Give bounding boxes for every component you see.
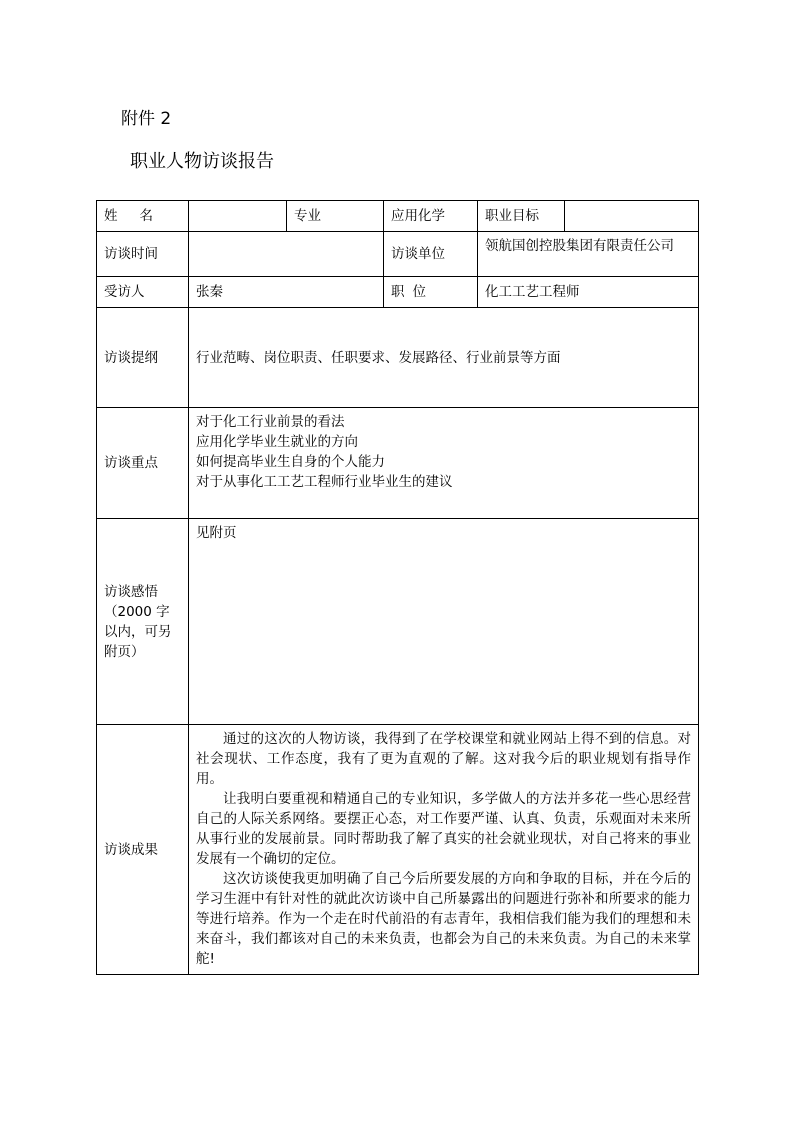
- interviewee-label: 受访人: [97, 277, 189, 308]
- row-result: [97, 725, 699, 975]
- unit-label: 访谈单位: [384, 232, 478, 277]
- reflection-label-cell: [97, 519, 189, 725]
- goal-value[interactable]: [565, 201, 699, 232]
- interviewee-value: 张秦: [189, 277, 384, 308]
- name-label: 姓 名: [97, 201, 189, 232]
- focus-list: [189, 408, 699, 519]
- focus-item: 应用化学毕业生就业的方向: [196, 434, 358, 450]
- result-content: [189, 725, 699, 975]
- focus-item: 对于化工行业前景的看法: [196, 414, 345, 430]
- focus-label: 访谈重点: [97, 408, 189, 519]
- row-focus: [97, 408, 699, 519]
- row-interviewee: [97, 277, 699, 308]
- focus-item: 对于从事化工工艺工程师行业毕业生的建议: [196, 474, 453, 490]
- row-name: [97, 201, 699, 232]
- page-title: 职业人物访谈报告: [130, 151, 274, 172]
- outline-label: 访谈提纲: [97, 308, 189, 408]
- major-label: 专业: [287, 201, 384, 232]
- result-paragraph: 让我明白要重视和精通自己的专业知识，多学做人的方法并多花一些心思经营自己的人际关系网络。要摆正心态，对工作要严谨、认真、负责，乐观面对未来所从事行业的发展前景。同时帮助我了解了真实的社会就业现状，对自己将来的事业发展有一个确切的定位。: [196, 791, 691, 867]
- reflection-label: 访谈感悟: [104, 583, 158, 600]
- unit-value: 领航国创控股集团有限责任公司: [478, 232, 699, 277]
- result-paragraph: 通过的这次的人物访谈，我得到了在学校课堂和就业网站上得不到的信息。对社会现状、工作态度，我有了更为直观的了解。这对我今后的职业规划有指导作用。: [196, 731, 691, 787]
- goal-label: 职业目标: [478, 201, 565, 232]
- row-outline: [97, 308, 699, 408]
- major-value: 应用化学: [384, 201, 478, 232]
- attachment-label: 附件 2: [121, 109, 172, 129]
- result-paragraph: 这次访谈使我更加明确了自己今后所要发展的方向和争取的目标，并在今后的学习生涯中有针对性的就此次访谈中自己所暴露出的问题进行弥补和所要求的能力等进行培养。作为一个走在时代前沿的有志青年，我相信我们能为我们的理想和未来奋斗，我们都该对自己的未来负责，也都会为自己的未来负责。为自己的未来掌舵!: [196, 871, 691, 967]
- time-value[interactable]: [189, 232, 384, 277]
- row-reflection: [97, 519, 699, 725]
- outline-value: 行业范畴、岗位职责、任职要求、发展路径、行业前景等方面: [189, 308, 699, 408]
- interview-report-table: [96, 200, 699, 975]
- result-label: 访谈成果: [97, 725, 189, 975]
- reflection-value: 见附页: [189, 519, 699, 725]
- focus-item: 如何提高毕业生自身的个人能力: [196, 454, 385, 470]
- time-label: 访谈时间: [97, 232, 189, 277]
- row-time: [97, 232, 699, 277]
- name-value[interactable]: [189, 201, 287, 232]
- position-label: 职 位: [384, 277, 478, 308]
- reflection-note: （2000 字以内，可另附页）: [104, 603, 172, 660]
- position-value: 化工工艺工程师: [478, 277, 699, 308]
